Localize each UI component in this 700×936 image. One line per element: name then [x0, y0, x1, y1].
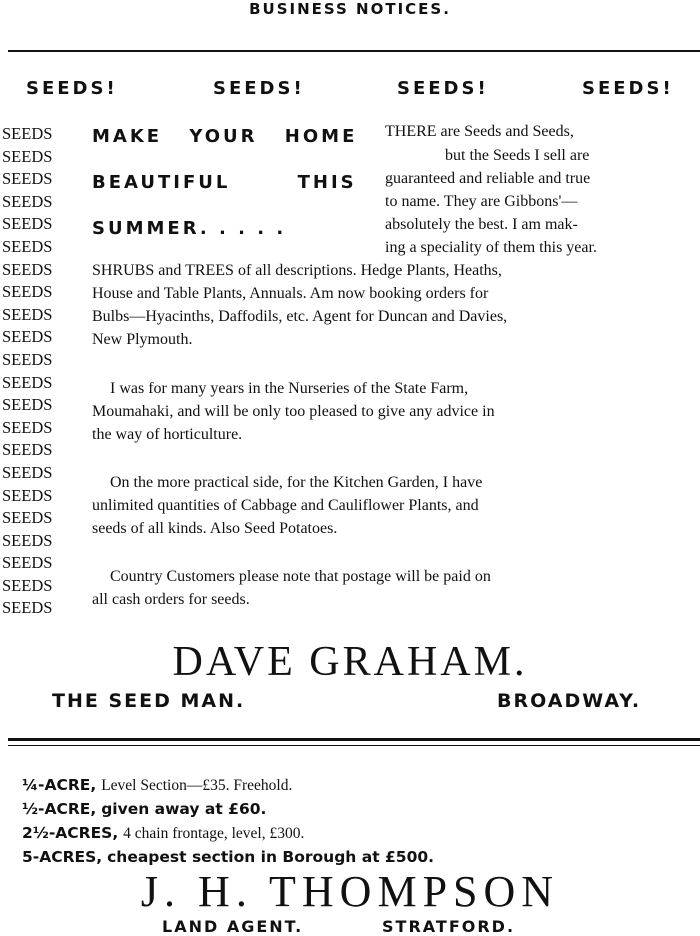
land-listing — [22, 824, 304, 843]
seeds-column-item: SEEDS — [2, 575, 53, 595]
seeds-heading-2: SEEDS! — [213, 78, 305, 99]
paragraph-line: I was for many years in the Nurseries of the State Farm, — [110, 380, 469, 397]
paragraph-line: New Plymouth. — [92, 331, 193, 348]
advertiser-location: BROADWAY. — [497, 690, 642, 712]
seeds-column-item: SEEDS — [2, 417, 53, 437]
paragraph-line: On the more practical side, for the Kitchen Garden, I have — [110, 474, 483, 491]
advertiser-name: DAVE GRAHAM. — [172, 639, 528, 685]
seeds-column-item: SEEDS — [2, 372, 53, 392]
land-listing-size: ½-ACRE, — [22, 800, 97, 818]
land-listing — [22, 848, 434, 866]
land-listing — [22, 800, 266, 818]
seeds-column-item: SEEDS — [2, 304, 53, 324]
seeds-column-item: SEEDS — [2, 553, 53, 573]
paragraph-line: SHRUBS and TREES of all descriptions. Hedge Plants, Heaths, — [92, 262, 502, 279]
intro-line: absolutely the best. I am mak- — [385, 216, 578, 233]
land-listing-size: 5-ACRES, — [22, 848, 103, 866]
paragraph-line: House and Table Plants, Annuals. Am now booking orders for — [92, 285, 489, 302]
divider-middle-thin — [8, 745, 700, 746]
headline-line-1: MAKE YOUR HOME — [92, 126, 358, 147]
seeds-column-item: SEEDS — [2, 395, 53, 415]
land-listing-detail: given away at £60. — [101, 800, 267, 818]
section-title: BUSINESS NOTICES. — [249, 0, 451, 18]
seeds-column-item: SEEDS — [2, 462, 53, 482]
seeds-column-item: SEEDS — [2, 282, 53, 302]
paragraph-line: the way of horticulture. — [92, 426, 243, 443]
divider-top — [8, 50, 700, 52]
land-agent-role: LAND AGENT. — [162, 917, 304, 936]
seeds-column-item: SEEDS — [2, 349, 53, 369]
intro-line: guaranteed and reliable and true — [385, 170, 591, 187]
seeds-column-item: SEEDS — [2, 169, 53, 189]
land-listing-detail: Level Section—£35. Freehold. — [101, 777, 293, 794]
intro-line: THERE are Seeds and Seeds, — [385, 123, 574, 140]
land-listing-size: 2½-ACRES, — [22, 824, 119, 842]
seeds-heading-4: SEEDS! — [582, 78, 674, 99]
seeds-column-item: SEEDS — [2, 440, 53, 460]
seeds-column-item: SEEDS — [2, 598, 53, 618]
paragraph-line: all cash orders for seeds. — [92, 591, 250, 608]
paragraph-line: Moumahaki, and will be only too pleased to give any advice in — [92, 403, 495, 420]
paragraph-line: Country Customers please note that postage will be paid on — [110, 568, 491, 585]
paragraph-line: seeds of all kinds. Also Seed Potatoes. — [92, 520, 338, 537]
headline-line-3: SUMMER. . . . . — [92, 218, 287, 239]
seeds-column-item: SEEDS — [2, 124, 53, 143]
intro-line: ing a speciality of them this year. — [385, 239, 597, 256]
land-listing-size: ¼-ACRE, — [22, 776, 97, 794]
paragraph-line: unlimited quantities of Cabbage and Cauliflower Plants, and — [92, 497, 479, 514]
land-listing-detail: cheapest section in Borough at £500. — [107, 848, 435, 866]
seeds-column-item: SEEDS — [2, 485, 53, 505]
seeds-column-item: SEEDS — [2, 259, 53, 279]
land-agent-town: STRATFORD. — [382, 917, 516, 936]
seeds-column-item: SEEDS — [2, 530, 53, 550]
advertiser-trade: THE SEED MAN. — [52, 690, 246, 712]
seeds-column-item: SEEDS — [2, 327, 53, 347]
divider-middle — [8, 738, 700, 741]
land-agent-name: J. H. THOMPSON — [140, 867, 560, 916]
land-listing-detail: 4 chain frontage, level, £300. — [123, 825, 305, 842]
seeds-heading-3: SEEDS! — [397, 78, 489, 99]
intro-line: to name. They are Gibbons'— — [385, 193, 578, 210]
headline-line-2: BEAUTIFUL THIS — [92, 172, 357, 193]
seeds-column-item: SEEDS — [2, 236, 53, 256]
seeds-column-item: SEEDS — [2, 191, 53, 211]
seeds-column-item: SEEDS — [2, 214, 53, 234]
paragraph-line: Bulbs—Hyacinths, Daffodils, etc. Agent for Duncan and Davies, — [92, 308, 508, 325]
intro-line: but the Seeds I sell are — [445, 147, 590, 164]
seeds-heading-1: SEEDS! — [26, 78, 118, 99]
seeds-column-item: SEEDS — [2, 146, 53, 166]
seeds-column-item: SEEDS — [2, 508, 53, 528]
seeds-left-column — [2, 123, 82, 620]
land-listing — [22, 776, 292, 795]
